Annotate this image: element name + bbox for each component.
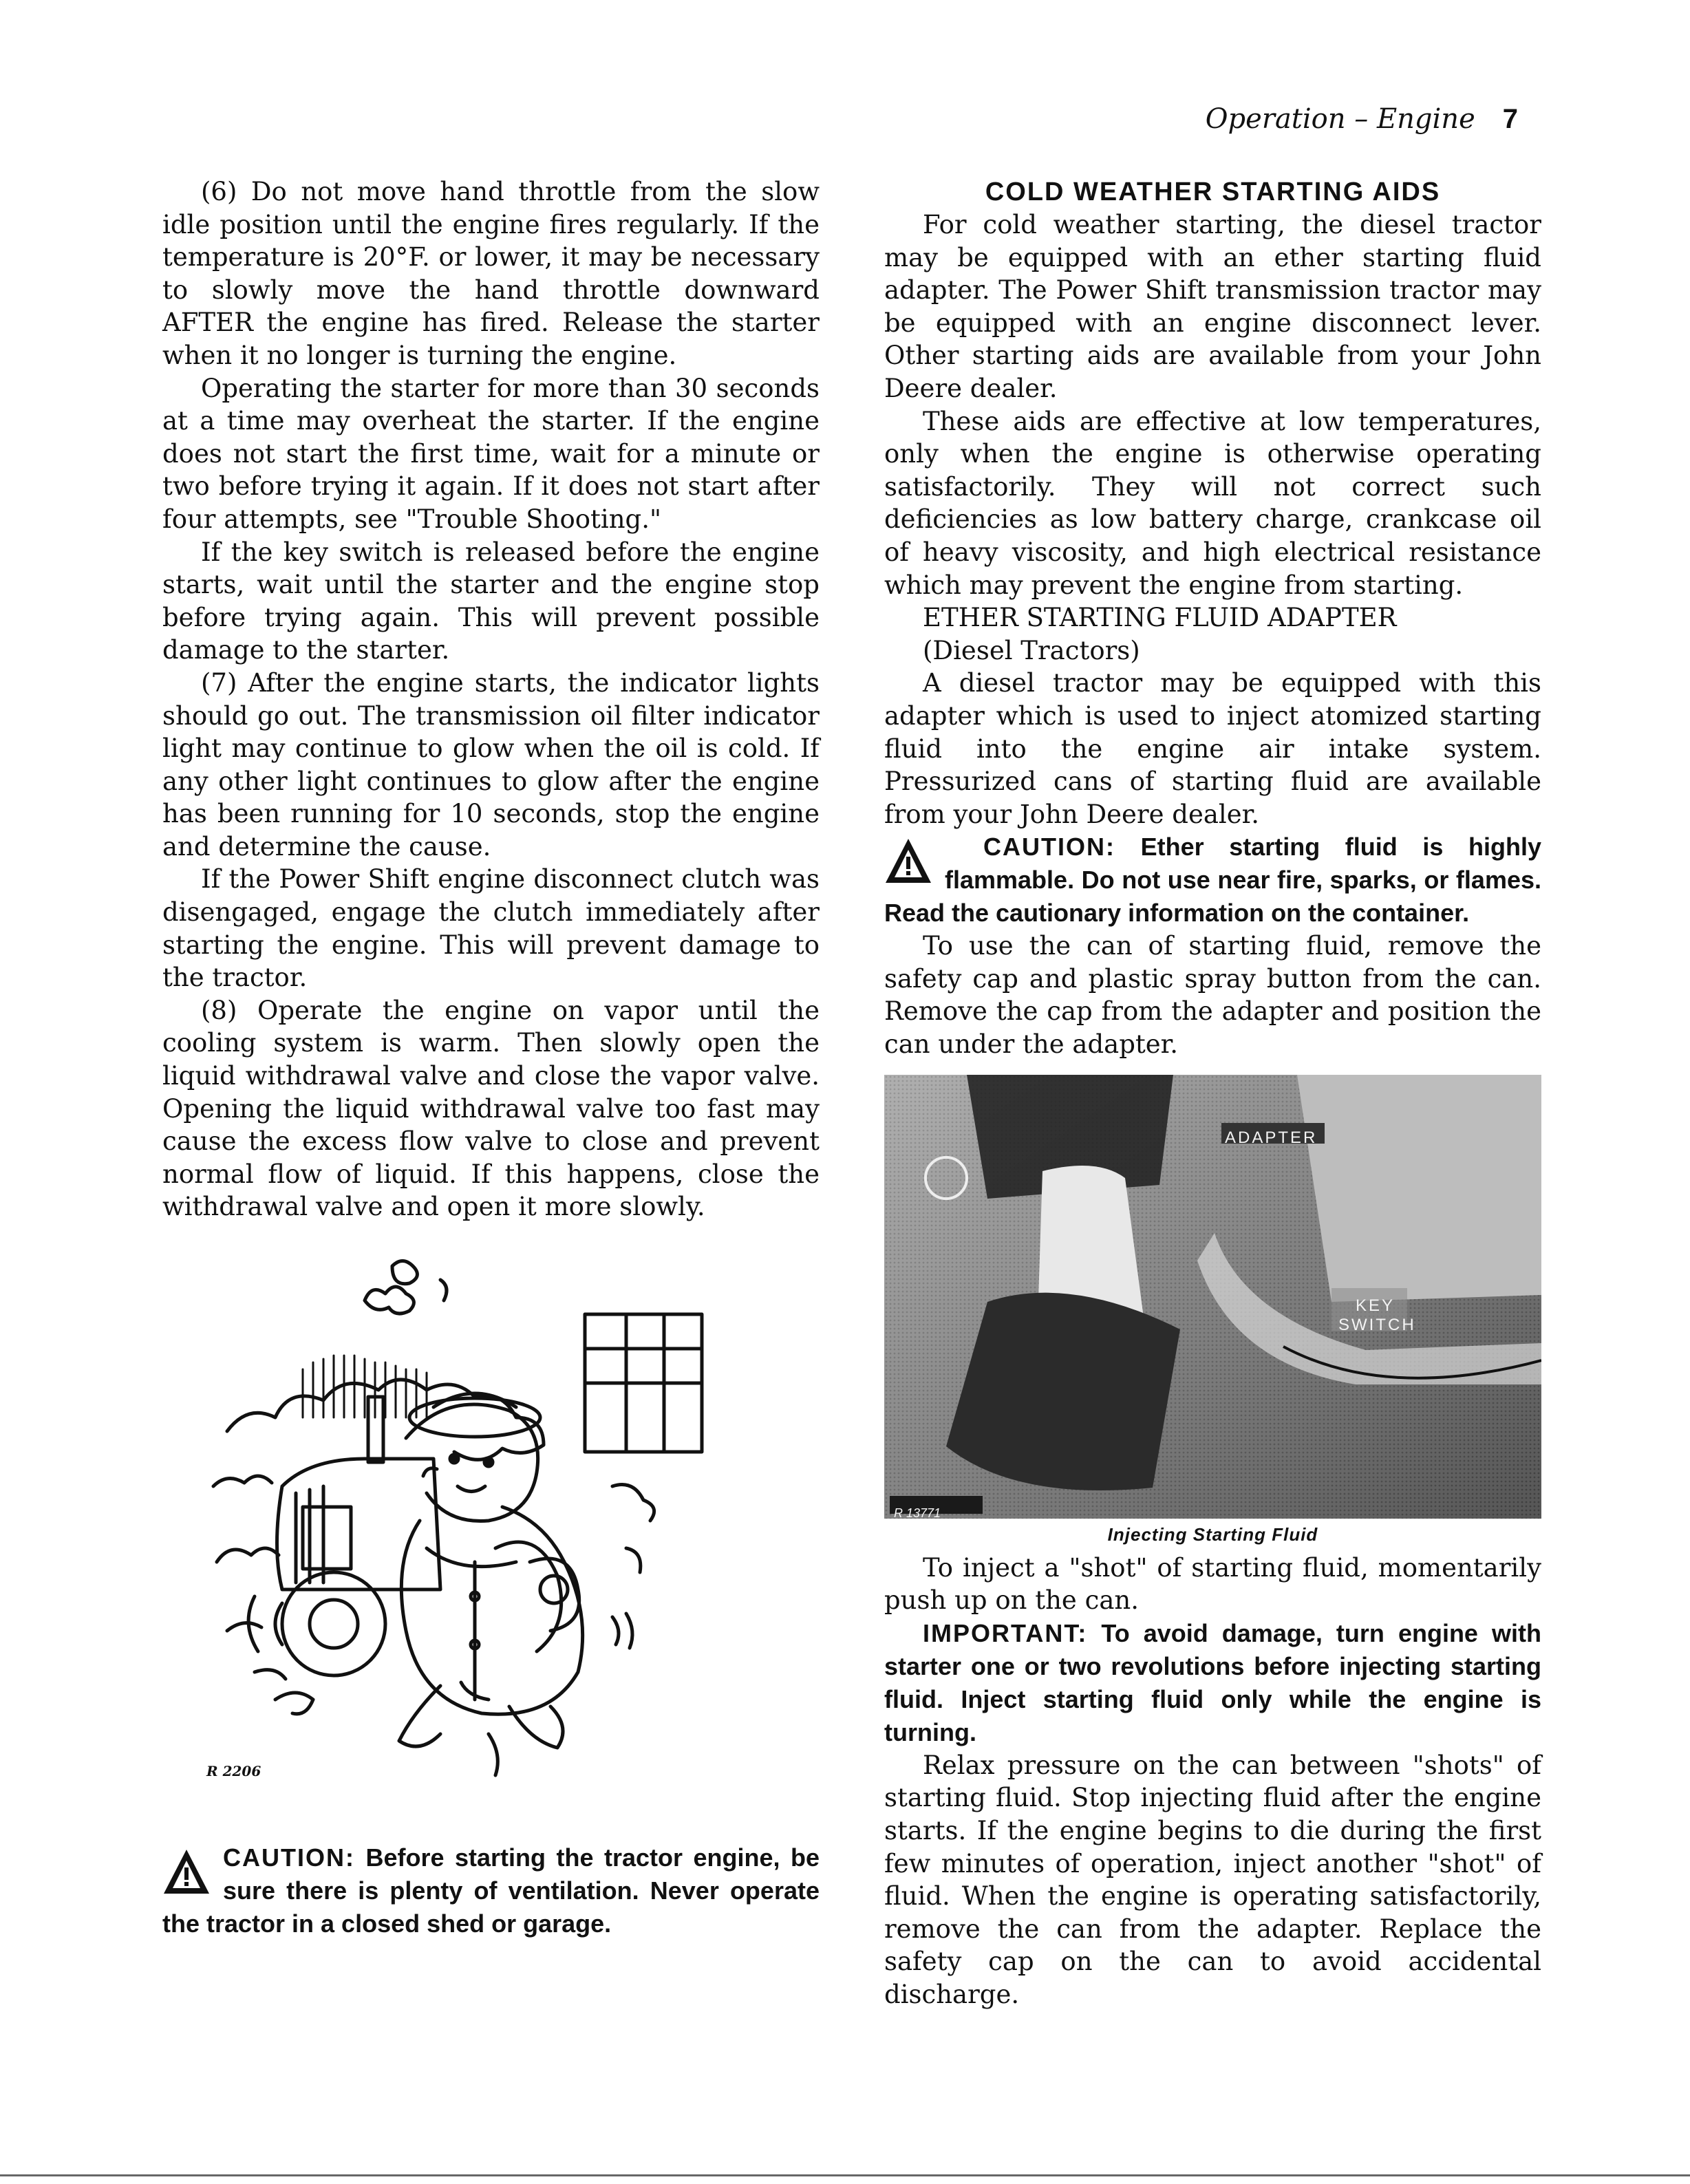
important-keyword: IMPORTANT: [923,1618,1088,1647]
right-column [884,175,1541,2011]
caution-text: Before starting the tractor engine, be sure there is plenty of ventilation. Never operate the tractor in a closed shed or garage. [162,1843,820,1938]
caution-text: Ether starting fluid is highly flammable. Do not use near fire, sparks, or flames. Read the cautionary information on the container. [884,833,1541,928]
tractor-cartoon-illustration [200,1259,736,1803]
section-heading: COLD WEATHER STARTING AIDS [985,178,1441,206]
subheading: ETHER STARTING FLUID ADAPTER [923,603,1397,633]
running-head [1206,103,1518,135]
illustration-code: R 2206 [206,1763,261,1779]
paragraph: If the Power Shift engine disconnect clutch was disengaged, engage the clutch immediately after starting the engine. This will prevent damage to the tractor. [162,864,820,993]
section-title: Operation – Engine [1205,103,1475,135]
paragraph: To inject a "shot" of starting fluid, momentarily push up on the can. [884,1552,1541,1616]
page-number: 7 [1502,104,1518,134]
photo-caption: Injecting Starting Fluid [1107,1523,1318,1545]
photo-label-switch: SWITCH [1338,1315,1416,1334]
caution-notice [162,1841,820,1940]
paragraph: Relax pressure on the can between "shots" of starting fluid. Stop injecting fluid after the engine starts. If the engine begins to die during the first few minutes of operation, inject another "shot" of fluid. When the engine is operating satisfactorily, remove the can from the adapter. Replace the safety cap on the can to avoid accidental discharge. [884,1750,1541,2009]
caution-keyword: CAUTION: [223,1843,355,1872]
paragraph: To use the can of starting fluid, remove the safety cap and plastic spray button from the can. Remove the cap from the adapter and position the can under the adapter. [884,931,1541,1060]
bottom-rule [0,2174,1690,2176]
warning-triangle-icon [884,837,932,884]
paragraph: Operating the starter for more than 30 seconds at a time may overheat the starter. If the engine does not start the first time, wait for a minute or two before trying it again. If it does not start after four attempts, see "Trouble Shooting." [162,373,820,534]
photo-halftone [884,1075,1541,1519]
paragraph: A diesel tractor may be equipped with this adapter which is used to inject atomized starting fluid into the engine air intake system. Pressurized cans of starting fluid are available from your John Deere dealer. [884,668,1541,829]
caution-keyword: CAUTION: [983,833,1115,861]
important-text: To avoid damage, turn engine with starter one or two revolutions before injecting starting fluid. Inject starting fluid only while the engine is turning. [884,1618,1541,1746]
caution-notice [884,831,1541,930]
photo-label-key: KEY [1356,1296,1395,1315]
paragraph: For cold weather starting, the diesel tractor may be equipped with an ether starting fluid adapter. The Power Shift transmission tractor may be equipped with an engine disconnect lever. Other starting aids are available from your John Deere dealer. [884,210,1541,403]
warning-triangle-icon [162,1848,211,1895]
photo-code: R 13771 [894,1506,941,1519]
photo-label-adapter: ADAPTER [1225,1128,1318,1147]
subheading-note: (Diesel Tractors) [923,635,1140,665]
left-caution-block [162,1841,820,1940]
paragraph: (8) Operate the engine on vapor until the cooling system is warm. Then slowly open the liquid withdrawal valve and close the vapor valve. Opening the liquid withdrawal valve too fast may cause the excess flow valve to close and prevent normal flow of liquid. If this happens, close the withdrawal valve and open it more slowly. [162,995,820,1222]
paragraph: If the key switch is released before the engine starts, wait until the starter and the engine stop before trying again. This will prevent possible damage to the starter. [162,537,820,665]
left-column [162,175,820,1223]
photo-injecting-fluid [884,1075,1541,1519]
paragraph: (7) After the engine starts, the indicator lights should go out. The transmission oil filter indicator light may continue to glow when the oil is cold. If any other light continues to glow after the engine has been running for 10 seconds, stop the engine and determine the cause. [162,667,820,861]
paragraph: (6) Do not move hand throttle from the slow idle position until the engine fires regularly. If the temperature is 20°F. or lower, it may be necessary to slowly move the hand throttle downward AFTER the engine has fired. Release the starter when it no longer is turning the engine. [162,177,820,370]
paragraph: These aids are effective at low temperatures, only when the engine is otherwise operating satisfactorily. They will not correct such deficiencies as low battery charge, crankcase oil of heavy viscosity, and high electrical resistance which may prevent the engine from starting. [884,406,1541,600]
important-notice [884,1617,1541,1749]
